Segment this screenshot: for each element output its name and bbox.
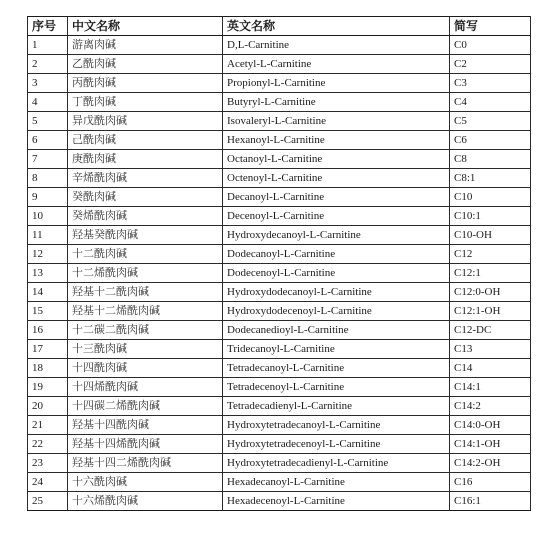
cell-abbreviation: C14:1: [450, 378, 531, 397]
cell-index: 17: [28, 340, 68, 359]
table-row: [28, 264, 531, 283]
cell-chinese-name: 十四烯酰肉碱: [68, 378, 223, 397]
table-row: [28, 112, 531, 131]
cell-abbreviation: C0: [450, 36, 531, 55]
cell-abbreviation: C12:1: [450, 264, 531, 283]
cell-chinese-name: 十四酰肉碱: [68, 359, 223, 378]
table-row: [28, 321, 531, 340]
cell-english-name: Dodecanedioyl-L-Carnitine: [223, 321, 450, 340]
cell-index: 22: [28, 435, 68, 454]
table-header-row: [28, 17, 531, 36]
cell-index: 16: [28, 321, 68, 340]
cell-index: 10: [28, 207, 68, 226]
table-row: [28, 55, 531, 74]
cell-index: 19: [28, 378, 68, 397]
cell-english-name: Octenoyl-L-Carnitine: [223, 169, 450, 188]
cell-index: 15: [28, 302, 68, 321]
cell-index: 4: [28, 93, 68, 112]
cell-index: 2: [28, 55, 68, 74]
table-row: [28, 397, 531, 416]
cell-chinese-name: 羟基十四酰肉碱: [68, 416, 223, 435]
cell-index: 11: [28, 226, 68, 245]
cell-chinese-name: 癸酰肉碱: [68, 188, 223, 207]
table-row: [28, 473, 531, 492]
header-english-name: 英文名称: [223, 17, 450, 36]
cell-abbreviation: C14:2-OH: [450, 454, 531, 473]
cell-chinese-name: 羟基十四二烯酰肉碱: [68, 454, 223, 473]
table-row: [28, 340, 531, 359]
cell-english-name: Tetradecanoyl-L-Carnitine: [223, 359, 450, 378]
cell-english-name: Hydroxytetradecadienyl-L-Carnitine: [223, 454, 450, 473]
table-row: [28, 74, 531, 93]
cell-english-name: Dodecenoyl-L-Carnitine: [223, 264, 450, 283]
cell-abbreviation: C13: [450, 340, 531, 359]
cell-chinese-name: 丁酰肉碱: [68, 93, 223, 112]
cell-chinese-name: 十二酰肉碱: [68, 245, 223, 264]
cell-chinese-name: 十四碳二烯酰肉碱: [68, 397, 223, 416]
table-row: [28, 36, 531, 55]
cell-english-name: Tetradecenoyl-L-Carnitine: [223, 378, 450, 397]
cell-chinese-name: 羟基十二酰肉碱: [68, 283, 223, 302]
cell-chinese-name: 十二烯酰肉碱: [68, 264, 223, 283]
cell-abbreviation: C4: [450, 93, 531, 112]
cell-abbreviation: C3: [450, 74, 531, 93]
cell-index: 20: [28, 397, 68, 416]
cell-chinese-name: 庚酰肉碱: [68, 150, 223, 169]
cell-index: 7: [28, 150, 68, 169]
cell-abbreviation: C10:1: [450, 207, 531, 226]
table-row: [28, 207, 531, 226]
header-index: 序号: [28, 17, 68, 36]
cell-abbreviation: C10-OH: [450, 226, 531, 245]
cell-english-name: Tetradecadienyl-L-Carnitine: [223, 397, 450, 416]
table-row: [28, 416, 531, 435]
table-row: [28, 245, 531, 264]
table-row: [28, 435, 531, 454]
cell-chinese-name: 十三酰肉碱: [68, 340, 223, 359]
cell-index: 25: [28, 492, 68, 511]
cell-chinese-name: 丙酰肉碱: [68, 74, 223, 93]
cell-english-name: Hydroxydodecenoyl-L-Carnitine: [223, 302, 450, 321]
table-row: [28, 188, 531, 207]
table-row: [28, 454, 531, 473]
cell-chinese-name: 乙酰肉碱: [68, 55, 223, 74]
cell-english-name: Decanoyl-L-Carnitine: [223, 188, 450, 207]
cell-abbreviation: C5: [450, 112, 531, 131]
cell-chinese-name: 羟基十二烯酰肉碱: [68, 302, 223, 321]
cell-abbreviation: C2: [450, 55, 531, 74]
cell-english-name: Butyryl-L-Carnitine: [223, 93, 450, 112]
cell-index: 13: [28, 264, 68, 283]
cell-index: 3: [28, 74, 68, 93]
cell-abbreviation: C16:1: [450, 492, 531, 511]
table-row: [28, 226, 531, 245]
cell-chinese-name: 己酰肉碱: [68, 131, 223, 150]
cell-english-name: Hexadecenoyl-L-Carnitine: [223, 492, 450, 511]
cell-english-name: Propionyl-L-Carnitine: [223, 74, 450, 93]
cell-index: 8: [28, 169, 68, 188]
cell-abbreviation: C8:1: [450, 169, 531, 188]
table-row: [28, 359, 531, 378]
cell-chinese-name: 十六酰肉碱: [68, 473, 223, 492]
cell-index: 1: [28, 36, 68, 55]
carnitine-table: [27, 16, 531, 511]
cell-english-name: Decenoyl-L-Carnitine: [223, 207, 450, 226]
cell-abbreviation: C16: [450, 473, 531, 492]
cell-abbreviation: C14:1-OH: [450, 435, 531, 454]
cell-chinese-name: 羟基癸酰肉碱: [68, 226, 223, 245]
cell-english-name: Acetyl-L-Carnitine: [223, 55, 450, 74]
cell-chinese-name: 羟基十四烯酰肉碱: [68, 435, 223, 454]
cell-abbreviation: C12-DC: [450, 321, 531, 340]
cell-chinese-name: 游离肉碱: [68, 36, 223, 55]
cell-english-name: Isovaleryl-L-Carnitine: [223, 112, 450, 131]
cell-abbreviation: C12:0-OH: [450, 283, 531, 302]
table-row: [28, 378, 531, 397]
table-row: [28, 150, 531, 169]
cell-index: 14: [28, 283, 68, 302]
cell-english-name: Octanoyl-L-Carnitine: [223, 150, 450, 169]
header-chinese-name: 中文名称: [68, 17, 223, 36]
cell-abbreviation: C14: [450, 359, 531, 378]
table-row: [28, 302, 531, 321]
table-row: [28, 131, 531, 150]
cell-index: 23: [28, 454, 68, 473]
cell-abbreviation: C6: [450, 131, 531, 150]
cell-abbreviation: C8: [450, 150, 531, 169]
cell-abbreviation: C12: [450, 245, 531, 264]
table-row: [28, 169, 531, 188]
cell-chinese-name: 辛烯酰肉碱: [68, 169, 223, 188]
cell-english-name: Dodecanoyl-L-Carnitine: [223, 245, 450, 264]
cell-index: 12: [28, 245, 68, 264]
table-row: [28, 93, 531, 112]
cell-chinese-name: 十六烯酰肉碱: [68, 492, 223, 511]
cell-index: 18: [28, 359, 68, 378]
table-row: [28, 283, 531, 302]
cell-index: 9: [28, 188, 68, 207]
cell-english-name: Hydroxydecanoyl-L-Carnitine: [223, 226, 450, 245]
carnitine-table-container: [27, 16, 530, 511]
cell-english-name: Hydroxytetradecanoyl-L-Carnitine: [223, 416, 450, 435]
table-body: [28, 36, 531, 511]
header-abbreviation: 简写: [450, 17, 531, 36]
cell-abbreviation: C12:1-OH: [450, 302, 531, 321]
cell-english-name: D,L-Carnitine: [223, 36, 450, 55]
cell-english-name: Hydroxydodecanoyl-L-Carnitine: [223, 283, 450, 302]
cell-chinese-name: 十二碳二酰肉碱: [68, 321, 223, 340]
cell-chinese-name: 异戊酰肉碱: [68, 112, 223, 131]
cell-english-name: Hexadecanoyl-L-Carnitine: [223, 473, 450, 492]
cell-index: 21: [28, 416, 68, 435]
cell-english-name: Hexanoyl-L-Carnitine: [223, 131, 450, 150]
cell-abbreviation: C14:0-OH: [450, 416, 531, 435]
cell-index: 6: [28, 131, 68, 150]
cell-chinese-name: 癸烯酰肉碱: [68, 207, 223, 226]
cell-english-name: Tridecanoyl-L-Carnitine: [223, 340, 450, 359]
table-row: [28, 492, 531, 511]
cell-abbreviation: C10: [450, 188, 531, 207]
cell-index: 24: [28, 473, 68, 492]
cell-abbreviation: C14:2: [450, 397, 531, 416]
cell-english-name: Hydroxytetradecenoyl-L-Carnitine: [223, 435, 450, 454]
cell-index: 5: [28, 112, 68, 131]
